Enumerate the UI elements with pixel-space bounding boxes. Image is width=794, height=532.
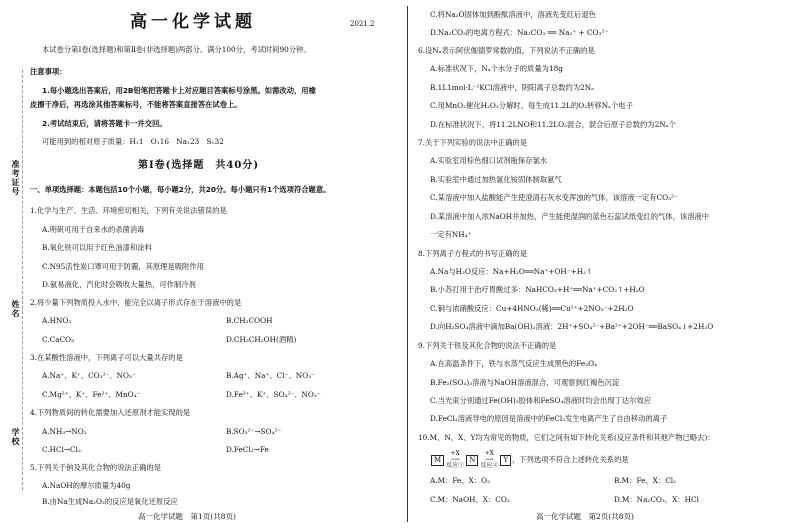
notice-title: 注意事项： xyxy=(30,67,67,76)
q7-option-b: B.实验室中通过加热氯化铵固体制取氨气 xyxy=(430,175,562,184)
q9-option-b: B.Fe₂(SO₄)₃溶液与NaOH溶液混合，可观察到红褐色沉淀 xyxy=(430,378,620,387)
q8-option-a: A.Na与H₂O反应：Na+H₂O══Na⁺+OH⁻+H₂↑ xyxy=(430,267,593,276)
side-label-name: 姓名 xyxy=(11,300,20,318)
q8-stem: 8.下列离子方程式的书写正确的是 xyxy=(418,249,528,258)
section-title: 一、单项选择题：本题包括10个小题，每小题2分，共20分。每小题只有1个选项符合题意。 xyxy=(30,185,331,194)
q7-option-d: D.某溶液中加入浓NaOH并加热，产生能使湿润的蓝色石蕊试纸变红的气体，该溶液中 xyxy=(430,212,710,221)
q10-arrow-1-top: +X xyxy=(450,450,460,457)
q2-option-d: D.CH₃CH₂OH(酒精) xyxy=(226,335,297,344)
q10-option-d: D.M：Na₂CO₃、X：HCl xyxy=(614,495,699,504)
q5-option-b: B.由Na生成Na₂O₂的反应是氧化还原反应 xyxy=(42,497,178,506)
q7-option-a: A.实验室用棕色细口试剂瓶保存氯水 xyxy=(430,156,548,165)
q3-option-a: A.Na⁺、K⁺、CO₃²⁻、NO₃⁻ xyxy=(42,371,136,380)
q10-scheme xyxy=(430,451,629,469)
notice-1a: 1.每小题选出答案后，用2B铅笔把答题卡上对应题目答案标号涂黑。如需改动，用橡 xyxy=(42,86,316,95)
q3-stem: 3.在某酸性溶液中，下列离子可以大量共存的是 xyxy=(30,353,183,362)
q10-option-a: A.M：Fe、X：O₂ xyxy=(430,476,491,485)
q10-stem: 10.M、N、X、Y均为常见的物质，它们之间有如下转化关系(反应条件和其他产物已略去)： xyxy=(418,433,715,442)
q9-stem: 9.下列关于铁及其化合物的说法不正确的是 xyxy=(418,341,557,350)
intro-text: 本试卷分第Ⅰ卷(选择题)和第Ⅱ卷(非选择题)两部分。满分100分，考试时间90分钟。 xyxy=(42,45,311,54)
q8-option-b: B.小苏打用于治疗胃酸过多：NaHCO₃+H⁺══Na⁺+CO₂↑+H₂O xyxy=(430,285,645,294)
q1-option-b: B.氧化铁可以用于红色油漆和涂料 xyxy=(42,243,152,252)
q1-option-a: A.明矾可用于自来水的杀菌消毒 xyxy=(42,225,145,234)
q10-arrow-2: +X ⟶ 反应② xyxy=(480,450,499,469)
q3-option-b: B.Ag⁺、Na⁺、Cl⁻、NO₃⁻ xyxy=(226,371,315,380)
exam-date: 2021.2 xyxy=(350,20,375,28)
q5-option-d: D.Na₂CO₃的电离方程式：Na₂CO₃ ══ Na₂⁺ + CO₃²⁻ xyxy=(430,28,609,37)
q5-option-a: A.NaOH的摩尔质量为40g xyxy=(42,481,131,490)
q5-option-c: C.将Na₂O固体加到酚酞溶液中，溶液先变红后退色 xyxy=(430,10,596,19)
q3-option-d: D.Fe³⁺、K⁺、SO₄²⁻、NO₃⁻ xyxy=(226,390,321,399)
q7-stem: 7.关于下列实验的说法中正确的是 xyxy=(418,138,528,147)
page-divider xyxy=(407,6,408,522)
q1-stem: 1.化学与生产、生活、环境密切相关，下列有关说法错误的是 xyxy=(30,206,227,215)
q10-arrow-2-bottom: 反应② xyxy=(480,462,499,469)
q10-arrow-1: +X ⟶ 反应① xyxy=(446,450,465,469)
q4-option-d: D.FeCl₃→Fe xyxy=(226,445,269,454)
q10-arrow-1-bottom: 反应① xyxy=(446,462,465,469)
atomic-masses: 可能用到的相对原子质量：H₁1 O₁16 Na₁23 S₁32 xyxy=(42,137,224,146)
q4-option-a: A.NH₃→NO₂ xyxy=(42,427,87,436)
q10-arrow-2-top: +X xyxy=(484,450,494,457)
q10-box-m: M xyxy=(431,455,444,466)
notice-2: 2.考试结束后，请将答题卡一并交回。 xyxy=(42,119,167,128)
q9-option-a: A.在高温条件下，铁与水蒸气反应生成黑色的Fe₃O₄ xyxy=(430,359,598,368)
q10-box-n: N xyxy=(466,455,478,466)
q8-option-d: D.向H₂SO₄溶液中滴加Ba(OH)₂溶液：2H⁺+SO₄²⁻+Ba²⁺+2OH⁻══BaSO₄↓+2H₂O xyxy=(430,322,714,331)
q9-option-d: D.FeCl₃溶液导电的原因是溶液中的FeCl₃发生电离产生了自由移动的离子 xyxy=(430,414,668,423)
q6-option-a: A.标准状况下，Nₐ个水分子的质量为18g xyxy=(430,64,563,73)
q6-option-b: B.1L1mol·L⁻¹KCl溶液中，阴阳离子总数约为2Nₐ xyxy=(430,83,594,92)
q6-option-d: D.在标准状况下，将11.2LNO和11.2LO₂混合，混合后原子总数约为2Nₐ个 xyxy=(430,120,676,129)
q2-option-c: C.CaCO₃ xyxy=(42,335,75,344)
side-label-exam-id: 准考证号 xyxy=(11,160,20,196)
q2-option-b: B.CH₃COOH xyxy=(226,316,273,325)
q2-stem: 2.将少量下列物质投入水中，能完全以离子形式存在于溶液中的是 xyxy=(30,298,242,307)
q7-option-d-cont: 一定有NH₄⁺ xyxy=(430,230,472,239)
q10-scheme-tail: ，下列选项不符合上述转化关系的是 xyxy=(511,455,629,464)
q4-option-b: B.SO₃²⁻→SO₄²⁻ xyxy=(226,427,282,436)
side-label-school: 学校 xyxy=(11,428,20,446)
q10-option-c: C.M：NaOH、X：CO₂ xyxy=(430,495,510,504)
page-title: 高一化学试题 xyxy=(130,12,256,32)
q10-option-b: B.M：Fe、X：Cl₂ xyxy=(614,476,677,485)
binding-line xyxy=(22,70,23,490)
q1-option-d: D.氨易液化，汽化时会吸收大量热，可作制冷剂 xyxy=(42,280,196,289)
q2-option-a: A.HNO₃ xyxy=(42,316,72,325)
q6-option-c: C.用MnO₂催化H₂O₂分解时，每生成11.2L的O₂转移Nₐ个电子 xyxy=(430,101,633,110)
q4-option-c: C.HCl→Cl₂ xyxy=(42,445,81,454)
q3-option-c: C.Mg²⁺、K⁺、Fe²⁺、MnO₄⁻ xyxy=(42,390,141,399)
q7-option-c: C.某溶液中加入盐酸能产生使澄清石灰水变浑浊的气体，该溶液一定有CO₃²⁻ xyxy=(430,193,678,202)
q4-stem: 4.下列物质间的转化需要加入还原剂才能实现的是 xyxy=(30,408,191,417)
q6-stem: 6.设Nₐ表示阿伏伽德罗常数的值，下列说法不正确的是 xyxy=(418,46,595,55)
q1-option-c: C.N95活性炭口罩可用于防霾，其原理是吸附作用 xyxy=(42,262,204,271)
part-title: 第Ⅰ卷(选择题 共40分) xyxy=(138,160,260,171)
q8-option-c: C.铜与浓硝酸反应：Cu+4HNO₃(稀)══Cu²⁺+2NO₃⁻+2H₂O xyxy=(430,304,634,313)
q5-stem: 5.下列关于钠及其化合物的说法正确的是 xyxy=(30,463,162,472)
q9-option-c: C.当光束分别通过Fe(OH)₃胶体和FeSO₄溶液时均会出现丁达尔效应 xyxy=(430,396,652,405)
page-1-footer: 高一化学试题 第1页(共8页) xyxy=(138,512,236,521)
notice-1b: 皮擦干净后，再选涂其他答案标号，不能将答案直接答在试卷上。 xyxy=(30,100,242,109)
page-2-footer: 高一化学试题 第2页(共8页) xyxy=(536,512,634,521)
q10-box-y: Y xyxy=(500,455,511,466)
